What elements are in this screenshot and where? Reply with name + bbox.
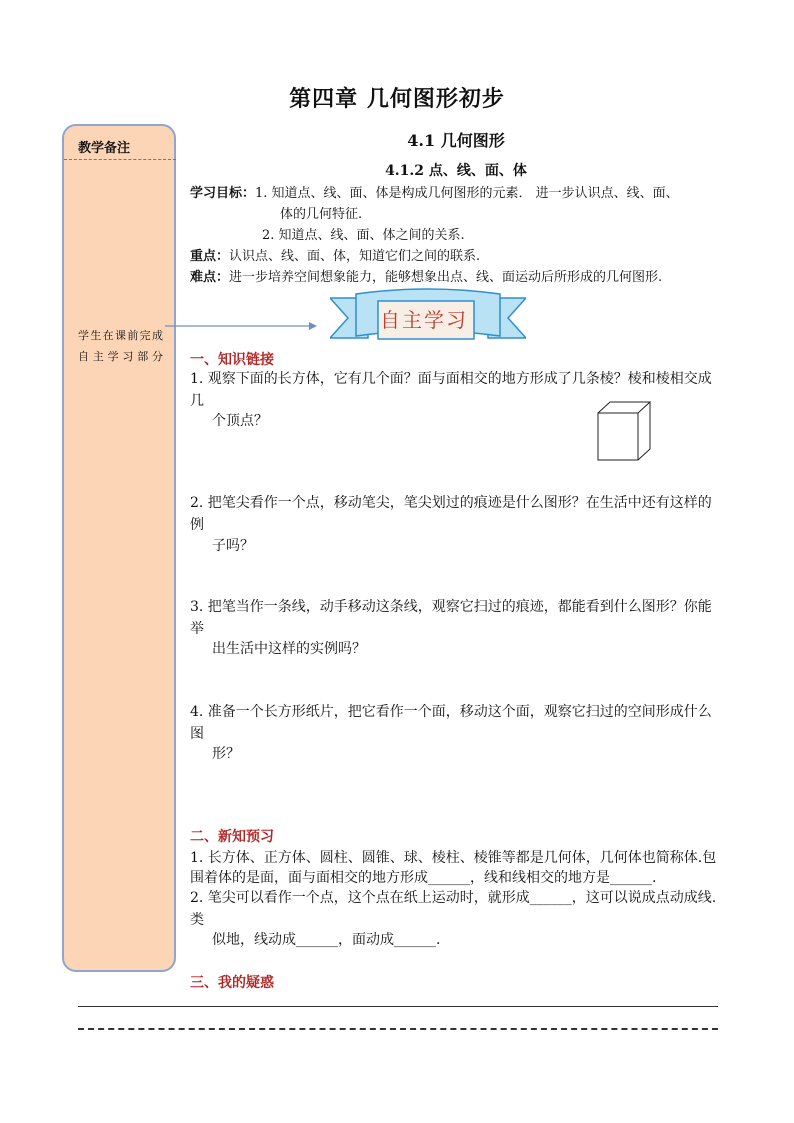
question-3: 3. 把笔当作一条线，动手移动这条线，观察它扫过的痕迹，都能看到什么图形？你能举 (190, 599, 712, 637)
key-point-text: 认识点、线、面、体，知道它们之间的联系. (229, 249, 481, 264)
preview-1: 1. 长方体、正方体、圆柱、圆锥、球、棱柱、棱锥等都是几何体，几何体也简称体.包 (190, 850, 717, 866)
question-2-cont: 子吗？ (212, 538, 254, 554)
arrow-right-icon (165, 320, 325, 332)
question-1: 1. 观察下面的长方体，它有几个面？面与面相交的地方形成了几条棱？棱和棱相交成几 (190, 371, 712, 409)
objective-1: 1. 知道点、线、面、体是构成几何图形的元素． 进一步认识点、线、面、 (255, 186, 679, 201)
objectives-label: 学习目标： (190, 186, 256, 201)
difficulty-text: 进一步培养空间想象能力，能够想象出点、线、面运动后所形成的几何图形. (229, 270, 663, 285)
question-1-cont: 个顶点？ (212, 413, 268, 429)
answer-line (78, 1006, 718, 1007)
part3-heading: 三、我的疑惑 (190, 975, 274, 991)
key-point-label: 重点： (190, 249, 230, 264)
teaching-notes-sidebar (62, 124, 176, 972)
objectives-line-1 (190, 183, 679, 204)
answer-dashed-line (78, 1028, 718, 1030)
preview-2-cont: 似地，线动成______，面动成______. (212, 932, 441, 948)
objective-2: 2. 知道点、线、面、体之间的关系. (262, 228, 465, 243)
difficulty-label: 难点： (190, 270, 230, 285)
banner-label: 自主学习 (380, 308, 468, 332)
objective-1-cont: 体的几何特征. (280, 207, 363, 222)
part2-heading: 二、新知预习 (190, 829, 274, 845)
part1-heading: 一、知识链接 (190, 352, 274, 368)
sidebar-divider (64, 159, 176, 160)
key-point (190, 246, 480, 267)
preview-1-cont: 围着体的是面，面与面相交的地方形成______，线和线相交的地方是______. (190, 870, 657, 886)
chapter-title: 第四章 几何图形初步 (289, 86, 505, 112)
subsection-title: 4.1.2 点、线、面、体 (385, 163, 527, 179)
preview-2: 2. 笔尖可以看作一个点，这个点在纸上运动时，就形成______，这可以说成点动成线.类 (190, 890, 717, 928)
cuboid-figure (596, 400, 656, 464)
sidebar-heading: 教学备注 (78, 141, 131, 156)
section-title: 4.1 几何图形 (407, 131, 505, 150)
sidebar-note: 学生在课前完成自主学习部分 (78, 329, 164, 363)
question-3-cont: 出生活中这样的实例吗？ (212, 641, 366, 657)
question-4: 4. 准备一个长方形纸片，把它看作一个面，移动这个面，观察它扫过的空间形成什么图 (190, 704, 712, 742)
question-2: 2. 把笔尖看作一个点，移动笔尖，笔尖划过的痕迹是什么图形？在生活中还有这样的例 (190, 495, 712, 533)
difficulty (190, 267, 662, 288)
question-4-cont: 形？ (212, 746, 240, 762)
